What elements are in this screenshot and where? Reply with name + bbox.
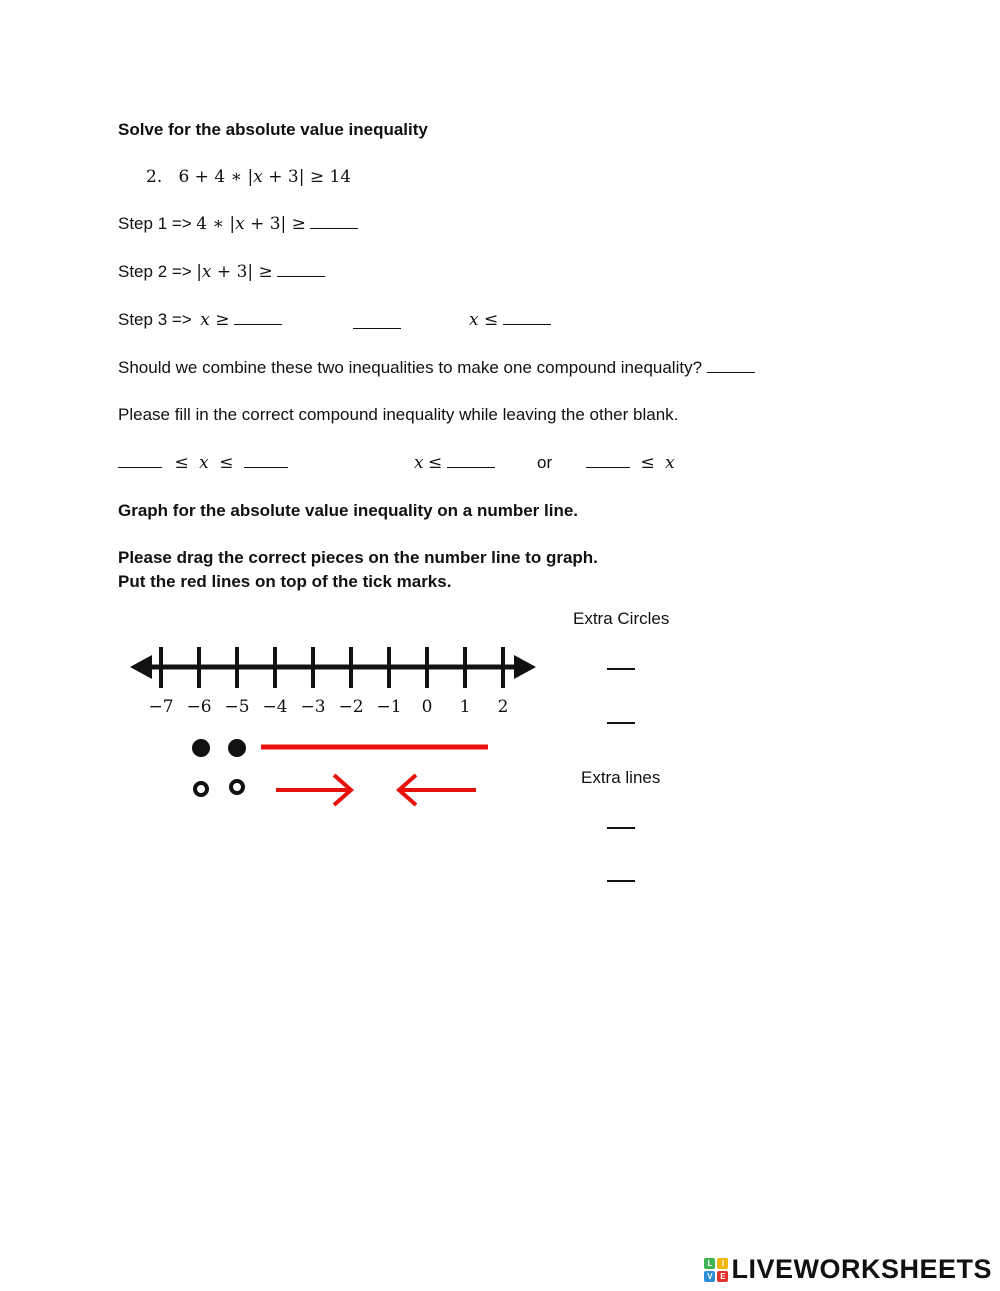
combine-question: Should we combine these two inequalities to make one compound inequality? — [118, 358, 703, 377]
step-3-label: Step 3 => — [118, 310, 192, 329]
tick-label: −2 — [338, 697, 364, 717]
extra-circles-label: Extra Circles — [573, 609, 670, 628]
step-1-label: Step 1 => — [118, 214, 192, 233]
problem-expr-suffix: + 3| ≥ 14 — [262, 167, 352, 187]
extra-circle-slot[interactable] — [607, 722, 635, 724]
extra-circle-slot[interactable] — [607, 668, 635, 670]
compound-or-left: x ≤ — [414, 453, 495, 473]
tick-label: −5 — [224, 697, 250, 717]
tick-label: −6 — [186, 697, 212, 717]
compound-and-row: ≤ x ≤ — [118, 453, 288, 473]
open-circle-piece[interactable] — [195, 783, 207, 795]
compound-or-right: ≤ x — [586, 453, 675, 473]
drag-instruction-1: Please drag the correct pieces on the number line to graph. — [118, 548, 598, 567]
problem-var: x — [253, 167, 263, 187]
extra-line-slot[interactable] — [607, 880, 635, 882]
step-2-label: Step 2 => — [118, 262, 192, 281]
extra-line-slot[interactable] — [607, 827, 635, 829]
fill-instruction: Please fill in the correct compound inequality while leaving the other blank. — [118, 405, 679, 424]
tick-label: −4 — [262, 697, 288, 717]
tick-label: 0 — [421, 697, 433, 717]
open-circle-piece[interactable] — [231, 781, 243, 793]
extra-lines-label: Extra lines — [581, 768, 661, 787]
or-label: or — [537, 453, 553, 472]
problem-expr-prefix: 6 + 4 ∗ | — [178, 167, 254, 187]
tick-label: −7 — [148, 697, 174, 717]
step-2-expr: |x + 3| ≥ — [196, 262, 273, 282]
step-1-expr: 4 ∗ |x + 3| ≥ — [196, 214, 306, 234]
logo-text: LIVEWORKSHEETS — [731, 1254, 992, 1284]
red-left-arrow-piece[interactable] — [399, 775, 476, 805]
tick-label: 1 — [459, 697, 471, 717]
closed-circle-piece[interactable] — [192, 739, 210, 757]
drag-instruction-2: Put the red lines on top of the tick marks. — [118, 572, 452, 591]
liveworksheets-logo — [704, 1254, 992, 1285]
step-3-expr-1: x ≥ — [200, 310, 230, 330]
worksheet-heading: Solve for the absolute value inequality — [118, 120, 428, 139]
tick-label: 2 — [497, 697, 509, 717]
step-3-expr-2: x ≤ — [469, 310, 499, 330]
problem-number: 2. — [146, 167, 163, 187]
closed-circle-piece[interactable] — [228, 739, 246, 757]
graph-heading: Graph for the absolute value inequality on a number line. — [118, 501, 579, 520]
logo-tiles: L I V E — [704, 1258, 728, 1282]
tick-label: −3 — [300, 697, 326, 717]
tick-label: −1 — [376, 697, 402, 717]
red-right-arrow-piece[interactable] — [276, 775, 351, 805]
